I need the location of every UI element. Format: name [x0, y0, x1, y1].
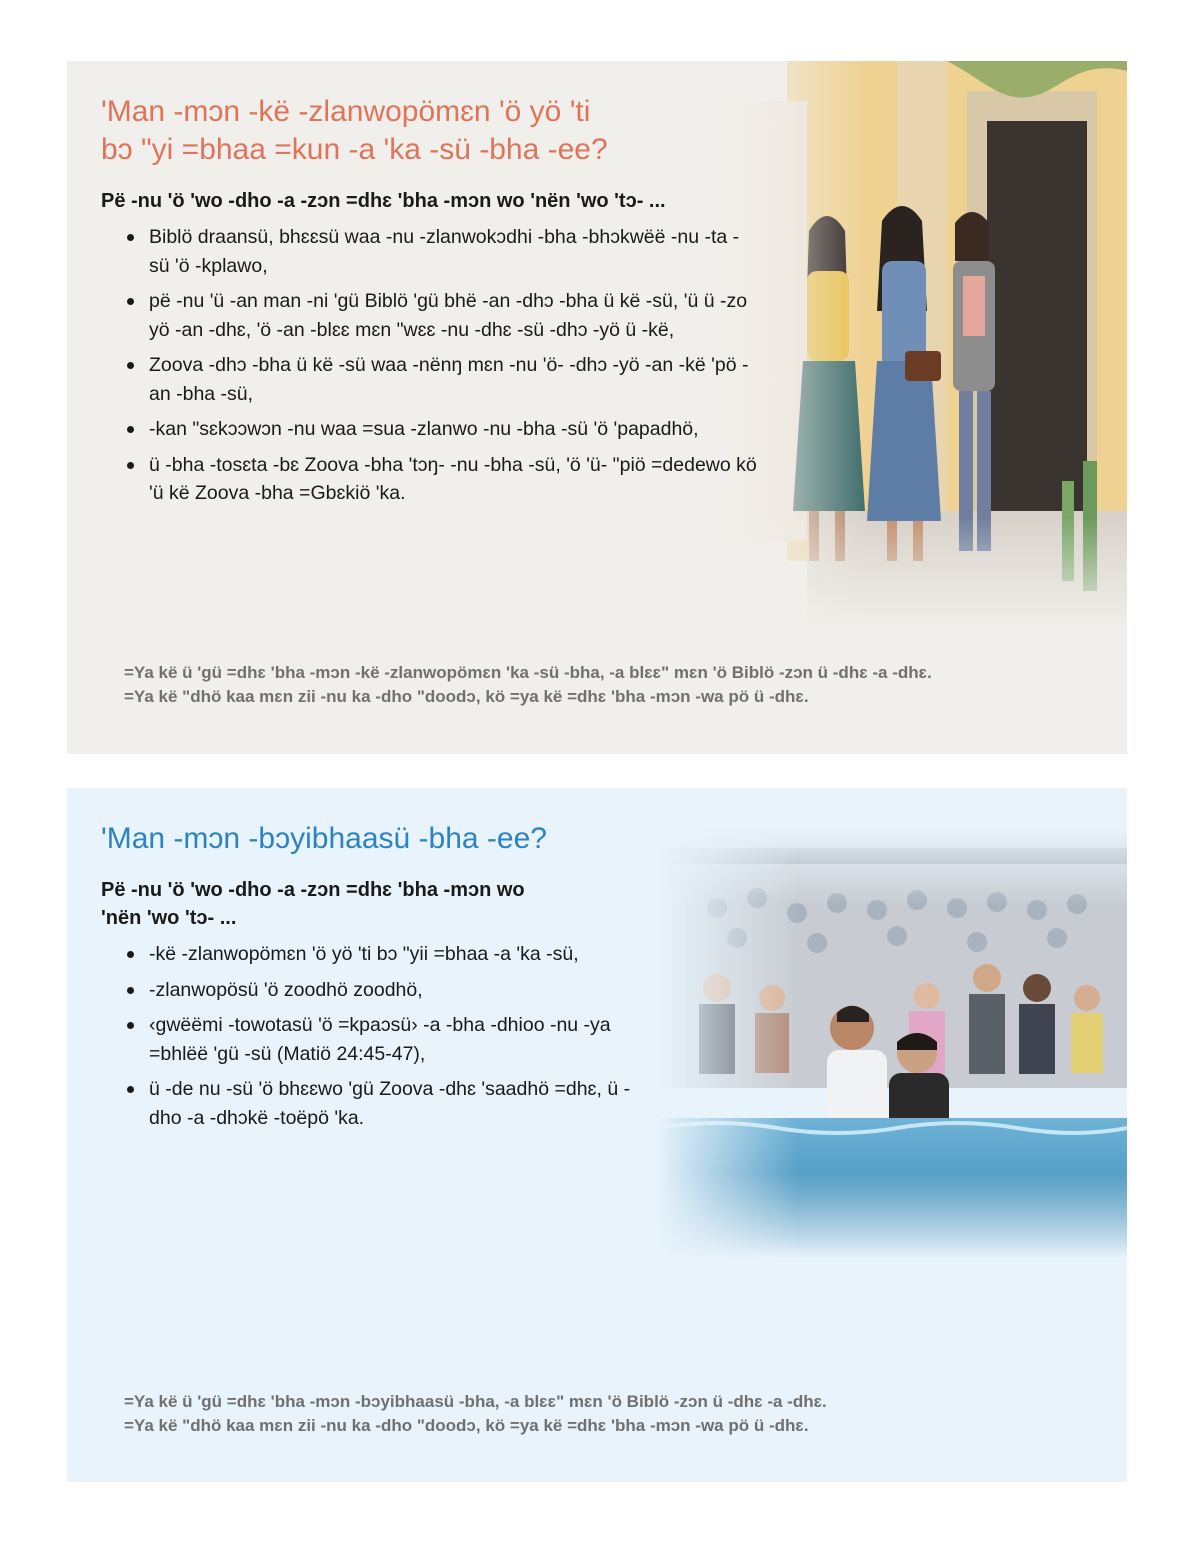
- footnote-line: =Ya kë ü 'gü =dhɛ 'bha -mɔn -bɔyibhaasü -bha, -a blɛɛ" mɛn 'ö Biblö -zɔn ü -dhɛ -a -dhɛ.: [124, 1392, 827, 1411]
- list-item: -zlanwopösü 'ö zoodhö zoodhö,: [149, 976, 661, 1005]
- list-item: Zoova -dhɔ -bha ü kë -sü waa -nënŋ mɛn -nu 'ö- -dhɔ -yö -an -kë 'pö -an -bha -sü,: [149, 351, 761, 408]
- bullet-list: [101, 940, 661, 1132]
- section-lead: Pë -nu 'ö 'wo -dho -a -zɔn =dhɛ 'bha -mɔn wo 'nën 'wo 'tɔ- ...: [101, 879, 525, 929]
- bullet-list: [101, 223, 761, 508]
- ministry-card: [67, 61, 1127, 754]
- list-item: -kë -zlanwopömɛn 'ö yö 'ti bɔ "yii =bhaa -a 'ka -sü,: [149, 940, 661, 969]
- section-footnote: [124, 1390, 1114, 1438]
- list-item: -kan "sɛkɔɔwɔn -nu waa =sua -zlanwo -nu -bha -sü 'ö 'papadhö,: [149, 415, 761, 444]
- title-line-1: 'Man -mɔn -kë -zlanwopömɛn 'ö yö 'ti: [101, 95, 591, 128]
- section-title: 'Man -mɔn -bɔyibhaasü -bha -ee?: [101, 822, 547, 855]
- footnote-line: =Ya kë "dhö kaa mɛn zii -nu ka -dho "doodɔ, kö =ya kë =dhɛ 'bha -mɔn -wa pö ü -dhɛ.: [124, 1416, 809, 1435]
- footnote-line: =Ya kë ü 'gü =dhɛ 'bha -mɔn -kë -zlanwopömɛn 'ka -sü -bha, -a blɛɛ" mɛn 'ö Biblö -zɔn ü -dhɛ -a -dhɛ.: [124, 663, 932, 682]
- list-item: pë -nu 'ü -an man -ni 'gü Biblö 'gü bhë -an -dhɔ -bha ü kë -sü, 'ü ü -zo yö -an -dhɛ, 'ö -an -blɛɛ mɛn "wɛɛ -nu -dhɛ -sü -dhɔ -yö ü -kë,: [149, 287, 761, 344]
- list-item: ü -de nu -sü 'ö bhɛɛwo 'gü Zoova -dhɛ 'saadhö =dhɛ, ü -dho -a -dhɔkë -toëpö 'ka.: [149, 1075, 661, 1132]
- baptism-card: [67, 788, 1127, 1482]
- section-title: [101, 93, 761, 169]
- ministry-illustration: [727, 61, 1127, 631]
- list-item: ü -bha -tosɛta -bɛ Zoova -bha 'tɔŋ- -nu -bha -sü, 'ö 'ü- "piö =dedewo kö 'ü kë Zoova -bha =Gbɛkiö 'ka.: [149, 451, 761, 508]
- list-item: ‹gwëëmi -towotasü 'ö =kpaɔsü› -a -bha -dhioo -nu -ya =bhlëë 'gü -sü (Matiö 24:45-47),: [149, 1011, 661, 1068]
- section-footnote: [124, 661, 1114, 709]
- section-lead: Pë -nu 'ö 'wo -dho -a -zɔn =dhɛ 'bha -mɔn wo 'nën 'wo 'tɔ- ...: [101, 190, 666, 212]
- title-line-2: bɔ "yi =bhaa =kun -a 'ka -sü -bha -ee?: [101, 133, 608, 166]
- list-item: Biblö draansü, bhɛɛsü waa -nu -zlanwokɔdhi -bha -bhɔkwëë -nu -ta -sü 'ö -kplawo,: [149, 223, 761, 280]
- footnote-line: =Ya kë "dhö kaa mɛn zii -nu ka -dho "doodɔ, kö =ya kë =dhɛ 'bha -mɔn -wa pö ü -dhɛ.: [124, 687, 809, 706]
- baptism-illustration: [657, 828, 1127, 1258]
